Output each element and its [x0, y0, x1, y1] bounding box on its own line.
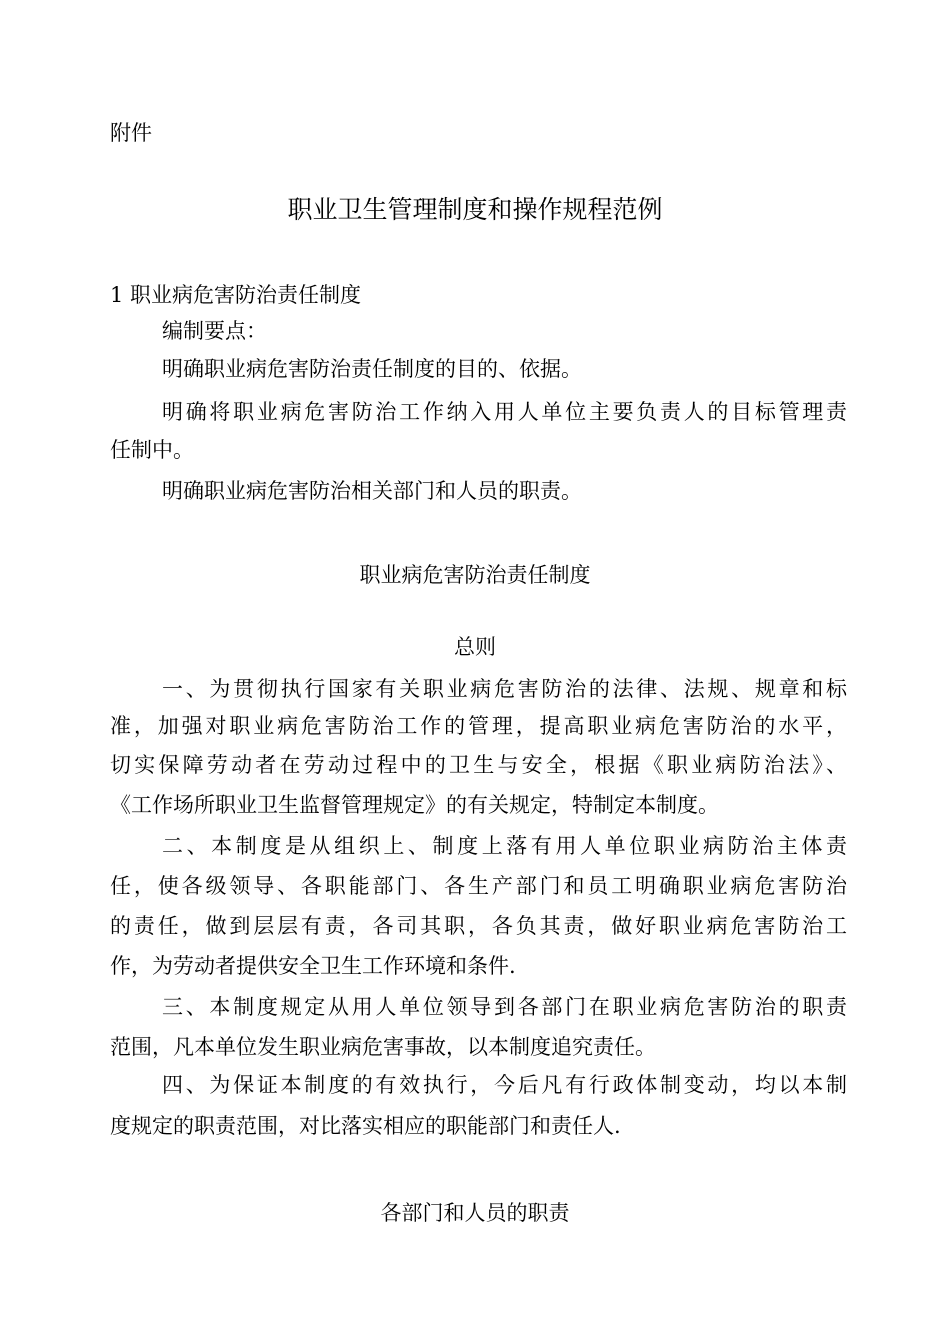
paragraph-line: 切实保障劳动者在劳动过程中的卫生与安全，根据《职业病防治法》、	[110, 753, 847, 777]
paragraph-line: 准，加强对职业病危害防治工作的管理，提高职业病危害防治的水平，	[110, 714, 847, 738]
paragraph-line: 四、为保证本制度的有效执行，今后凡有行政体制变动，均以本制	[162, 1073, 847, 1097]
paragraph-line: 三、本制度规定从用人单位领导到各部门在职业病危害防治的职责	[162, 995, 847, 1019]
paragraph-line: 作，为劳动者提供安全卫生工作环境和条件.	[110, 954, 516, 978]
point-text: 明确职业病危害防治责任制度的目的、依据。	[162, 357, 582, 381]
point-text: 明确将职业病危害防治工作纳入用人单位主要负责人的目标管理责	[162, 400, 847, 424]
paragraph-line: 的责任，做到层层有责，各司其职，各负其责，做好职业病危害防治工	[110, 914, 847, 938]
paragraph-line: 一、为贯彻执行国家有关职业病危害防治的法律、法规、规章和标	[162, 677, 847, 701]
point-text: 明确职业病危害防治相关部门和人员的职责。	[162, 479, 582, 503]
system-title: 职业病危害防治责任制度	[359, 563, 591, 587]
section-heading: 1 职业病危害防治责任制度	[110, 283, 362, 307]
paragraph-line: 度规定的职责范围，对比落实相应的职能部门和责任人.	[110, 1114, 621, 1138]
point-text: 任制中。	[110, 438, 194, 462]
duties-title: 各部门和人员的职责	[380, 1201, 570, 1225]
paragraph-line: 二、本制度是从组织上、制度上落有用人单位职业病防治主体责	[162, 834, 847, 858]
attachment-label: 附件	[110, 121, 152, 145]
points-label: 编制要点：	[162, 319, 267, 343]
paragraph-line: 《工作场所职业卫生监督管理规定》的有关规定，特制定本制度。	[110, 793, 719, 817]
paragraph-line: 范围，凡本单位发生职业病危害事故，以本制度追究责任。	[110, 1035, 656, 1059]
paragraph-line: 任，使各级领导、各职能部门、各生产部门和员工明确职业病危害防治	[110, 874, 847, 898]
document-title: 职业卫生管理制度和操作规程范例	[287, 195, 663, 224]
general-title: 总则	[454, 635, 496, 659]
